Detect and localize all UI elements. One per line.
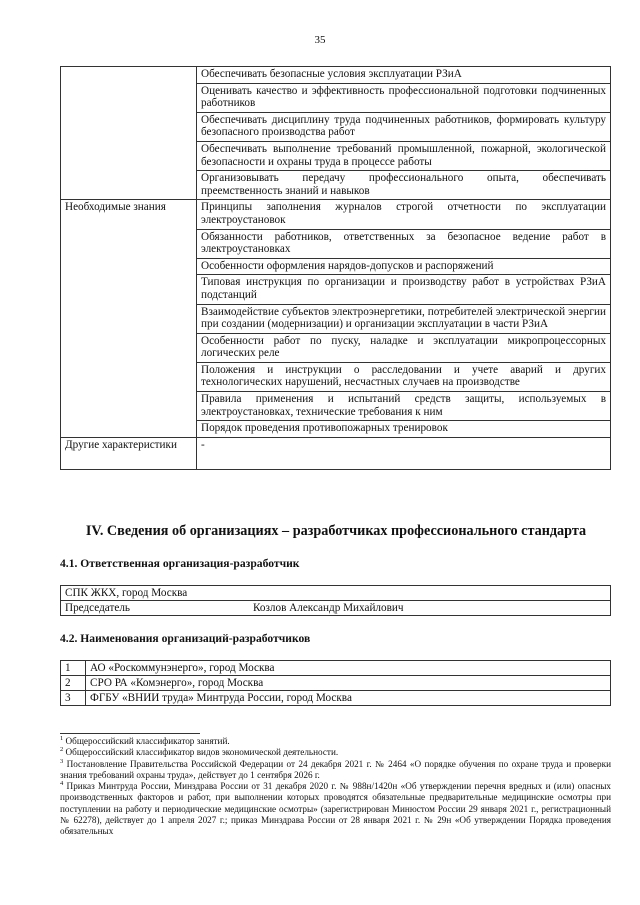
footnote bbox=[60, 781, 611, 837]
empty-label-cell bbox=[61, 67, 197, 200]
developer-name: ФГБУ «ВНИИ труда» Минтруда России, город Москва bbox=[86, 691, 611, 706]
knowledge-item: Особенности оформления нарядов-допусков и распоряжений bbox=[197, 258, 611, 275]
ability-item: Организовывать передачу профессионального опыта, обеспечивать преемственность знаний и навыков bbox=[197, 171, 611, 200]
knowledge-item: Порядок проведения противопожарных тренировок bbox=[197, 421, 611, 438]
ability-item: Оценивать качество и эффективность профессиональной подготовки подчиненных работников bbox=[197, 83, 611, 112]
ability-item: Обеспечивать выполнение требований промышленной, пожарной, экологической безопасности и охраны труда в процессе работы bbox=[197, 141, 611, 170]
developer-name: СРО РА «Комэнерго», город Москва bbox=[86, 676, 611, 691]
table-row bbox=[61, 586, 611, 601]
responsible-org-name: СПК ЖКХ, город Москва bbox=[61, 586, 611, 601]
footnote-mark: 2 bbox=[60, 746, 64, 754]
footnote-text: Приказ Минтруда России, Минздрава России от 31 декабря 2020 г. № 988н/1420н «Об утверждении перечня вредных и (или) опасных производственных факторов и работ, при выполнении которых проводятся обязательные предварительные медицинские осмотры при поступлении на работу и периодические медицинские осмотры» (зарегистрирован Минюстом России 29 января 2021 г., регистрационный № 62278), действует до 1 апреля 2027 г.; приказ Минздрава России от 28 января 2021 г. № 29н «Об утверждении Порядка проведения обязательных bbox=[60, 781, 611, 837]
page-number: 35 bbox=[314, 34, 326, 46]
table-row bbox=[61, 661, 611, 676]
footnote bbox=[60, 759, 611, 782]
footnote-mark: 3 bbox=[60, 757, 64, 765]
responsible-org-table bbox=[60, 585, 611, 616]
knowledge-item: Принципы заполнения журналов строгой отчетности по эксплуатации электроустановок bbox=[197, 200, 611, 229]
other-label: Другие характеристики bbox=[61, 437, 197, 469]
footnote bbox=[60, 736, 611, 747]
ability-item: Обеспечивать дисциплину труда подчиненных работников, формировать культуру безопасного производства работ bbox=[197, 112, 611, 141]
footnote-text: Постановление Правительства Российской Федерации от 24 декабря 2021 г. № 2464 «О порядке обучения по охране труда и проверки знания требований охраны труда», действует до 1 сентября 2026 г. bbox=[60, 758, 611, 780]
chair-name: Козлов Александр Михайлович bbox=[253, 601, 404, 614]
developers-table bbox=[60, 660, 611, 706]
chair-title: Председатель bbox=[65, 601, 131, 614]
competency-table bbox=[60, 66, 611, 470]
table-row bbox=[61, 676, 611, 691]
footnote bbox=[60, 747, 611, 758]
chair-cell bbox=[61, 601, 611, 616]
other-value: - bbox=[197, 437, 611, 469]
table-row bbox=[61, 437, 611, 469]
developer-name: АО «Роскоммунэнерго», город Москва bbox=[86, 661, 611, 676]
developer-number: 3 bbox=[61, 691, 86, 706]
table-row bbox=[61, 691, 611, 706]
knowledge-item: Взаимодействие субъектов электроэнергетики, потребителей электрической энергии при создании (модернизации) и организации эксплуатации в части РЗиА bbox=[197, 304, 611, 333]
knowledge-item: Особенности работ по пуску, наладке и эксплуатации микропроцессорных логических реле bbox=[197, 333, 611, 362]
table-row bbox=[61, 601, 611, 616]
responsible-heading: 4.1. Ответственная организация-разработчик bbox=[60, 557, 300, 570]
footnote-mark: 4 bbox=[60, 780, 64, 788]
table-row bbox=[61, 67, 611, 84]
footnote-text: Общероссийский классификатор занятий. bbox=[63, 736, 230, 746]
ability-item: Обеспечивать безопасные условия эксплуатации РЗиА bbox=[197, 67, 611, 84]
footnote-mark: 1 bbox=[60, 734, 64, 742]
developer-number: 1 bbox=[61, 661, 86, 676]
table-row bbox=[61, 200, 611, 229]
footnotes bbox=[60, 736, 611, 838]
knowledge-item: Типовая инструкция по организации и производству работ в устройствах РЗиА подстанций bbox=[197, 275, 611, 304]
developers-heading: 4.2. Наименования организаций-разработчиков bbox=[60, 632, 311, 645]
knowledge-item: Обязанности работников, ответственных за безопасное ведение работ в электроустановках bbox=[197, 229, 611, 258]
knowledge-item: Правила применения и испытаний средств защиты, используемых в электроустановках, технические требования к ним bbox=[197, 392, 611, 421]
developer-number: 2 bbox=[61, 676, 86, 691]
knowledge-item: Положения и инструкции о расследовании и учете аварий и других технологических нарушений, несчастных случаев на производстве bbox=[197, 362, 611, 391]
knowledge-label: Необходимые знания bbox=[61, 200, 197, 438]
section-title: IV. Сведения об организациях – разработчиках профессионального стандарта bbox=[85, 523, 587, 539]
footnote-text: Общероссийский классификатор видов экономической деятельности. bbox=[63, 747, 339, 758]
footnote-divider bbox=[60, 733, 200, 734]
